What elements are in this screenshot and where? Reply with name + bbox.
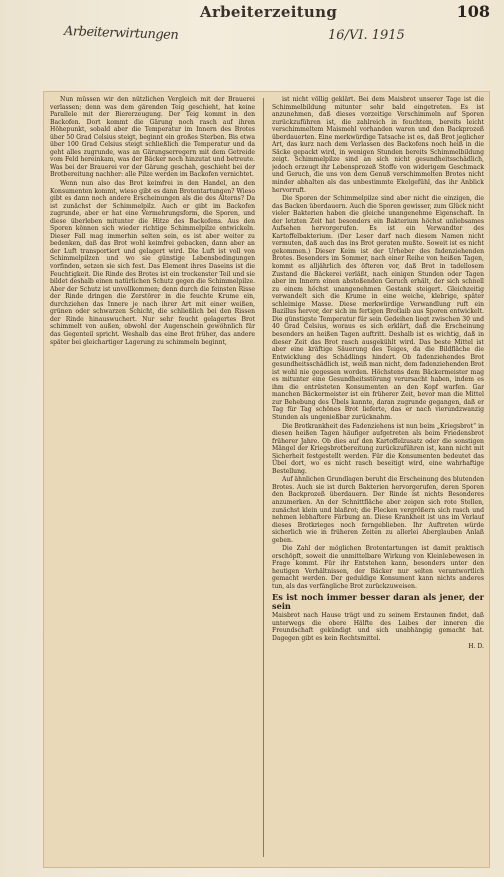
paragraph: Wenn nun also das Brot keimfrei in den Handel, an den Konsumenten kommt, wieso gibt es dann Brotentartungen? Wieso gibt es dann noch andere Erscheinungen als die des Alterns? Da ist zunächst der Schimmelpilz. Auch er gibt im Backofen zugrunde, aber er hat eine Vermehrungsform, die Sporen, und diese überleben mitunter die Hitze des Backofens. Aus den Sporen können sich wieder richtige Schimmelpilze entwickeln. Dieser Fall mag immerhin selten sein, es ist aber weiter zu bedenken, daß das Brot wohl keimfrei gebacken, dann aber an der Luft transportiert und gelagert wird. Die Luft ist voll von Schimmelpilzen und wo sie günstige Lebensbedingungen vorfinden, setzen sie sich fest. Das Element ihres Daseins ist die Feuchtigkeit. Die Rinde des Brotes ist ein trockenster Teil und sie bildet deshalb einen natürlichen Schutz gegen die Schimmelpilze. Aber der Schutz ist unvollkommen; denn durch die feinsten Risse der Rinde dringen die Zerstörer in die feuchte Krume ein, durchziehen das Innere je nach ihrer Art mit einer weißen, grünen oder schwarzen Schicht, die schließlich bei den Rissen der Rinde hinauswuchert. Nur sehr feucht gelagertes Brot schimmelt von außen, obwohl der Augenschein gewöhnlich für das Gegenteil spricht. Weshalb das eine Brot früher, das andere später bei gleichartiger Lagerung zu schimmeln beginnt,	[50, 180, 255, 346]
paragraph: Auf ähnlichen Grundlagen beruht die Erscheinung des blutenden Brotes. Auch sie ist durch Bakterien hervorgerufen, deren Sporen den Backprozeß überdauern. Der Rinde ist nichts Besonderes anzumerken. An der Schnittfläche aber zeigen sich rote Stellen, zunächst klein und blaßrot; die Flecken vergrößern sich rasch und nehmen lebhaftere Färbung an. Diese Krankheit ist uns im Verlauf dieses Brotkrieges noch ferngeblieben. Ihr Auftreten würde sicherlich wie in früheren Zeiten zu allerlei Aberglauben Anlaß geben.	[272, 476, 484, 544]
handwritten-date: 16/VI. 1915	[328, 28, 405, 43]
column-divider	[263, 98, 264, 857]
newspaper-clipping	[44, 92, 489, 867]
emphasized-sentence: Es ist noch immer besser daran als jener, der sein	[272, 591, 484, 612]
handwritten-note: Arbeiterwirtungen	[63, 24, 179, 43]
page-number: 108	[456, 2, 490, 21]
paragraph: ist nicht völlig geklärt. Bei dem Maisbrot unserer Tage ist die Schimmelbildung mitunter sehr bald eingetreten. Es ist anzunehmen, daß dieses vorzeitige Verschimmeln auf Sporen zurückzuführen ist, die zahlreich in feuchtem, bereits leicht verschimmeltem Maismehl vorhanden waren und den Backprozeß überdauerten. Eine merkwürdige Tatsache ist es, daß Brot jeglicher Art, das kurz nach dem Verlassen des Backofens noch heiß in die Säcke gepackt wird, in wenigen Stunden bereits Schimmelbildung zeigt. Schimmelpilze sind an sich nicht gesundheitsschädlich, jedoch erzeugt ihr Lebensprozeß Stoffe von widerigem Geschmack und Geruch, die uns von dem Genuß verschimmelten Brotes nicht minder abhalten als das unbestimmte Ekelgefühl, das ihr Anblick hervorruft.	[272, 96, 484, 194]
paragraph: Die Sporen der Schimmelpilze sind aber nicht die einzigen, die das Backen überdauern. Auch die Sporen gewisser, zum Glück nicht vieler Bakterien haben die gleiche unangenehme Eigenschaft. In der letzten Zeit hat besonders ein Bakterium höchst unliebsames Aufsehen hervorgerufen. Es ist ein Verwandter des Kartoffelbakterium. (Der Leser darf nach diesem Namen nicht vermuten, daß auch das ins Brot geraten mußte. Soweit ist es nicht gekommen.) Dieser Keim ist der Urheber des fadenziehenden Brotes. Besonders im Sommer, nach einer Reihe von heißen Tagen, kommt es alljährlich des öfteren vor, daß Brot in tadellosem Zustand die Bäckerei verläßt, nach einigen Stunden oder Tagen aber im Innern einen abstoßenden Geruch erhält, der sich schnell zu einem höchst unangenehmen Gestank steigert. Gleichzeitig verwandelt sich die Krume in eine weiche, klebrige, später schleimige Masse. Diese merkwürdige Verwandlung ruft ein Bazillus hervor, der sich im fertigen Brotlaib aus Sporen entwickelt. Die günstigste Temperatur für sein Gedeihen liegt zwischen 30 und 40 Grad Celsius, woraus es sich erklärt, daß die Erscheinung besonders an heißen Tagen auftritt. Deshalb ist es wichtig, daß in dieser Zeit das Brot rasch ausgekühlt wird. Das beste Mittel ist aber eine kräftige Säuerung des Teiges, da die Bildfläche die Entwicklung des Schädlings hindert. Ob fadenziehendes Brot gesundheitsschädlich ist, weiß man nicht, dem fadenziehenden Brot ist wohl nie gegessen worden. Höchstens dem Bäckermeister mag es mitunter eine Gesundheitsstörung verursacht haben, indem es ihm die entrüsteten Konsumenten an den Kopf warfen. Gar manchen Bäckermeister ist ein früherer Zeit, bevor man die Mittel zur Behebung des Übels kannte, daran zugrunde gegangen, daß er Tag für Tag schönes Brot lieferte, das er nach vierundzwanzig Stunden als ungenießbar zurücknahm.	[272, 195, 484, 421]
article-column-right	[272, 96, 484, 861]
paragraph: Die Brotkrankheit des Fadenziehens ist nun beim „Kriegsbrot“ in diesen heißen Tagen häufiger aufgetreten als beim Friedensbrot früherer Jahre. Ob dies auf den Kartoffelzusatz oder die sonstigen Mängel der Kriegsbrotbereitung zurückzuführen ist, kann nicht mit Sicherheit festgestellt werden. Für die Konsumenten bedeutet das Übel dort, wo es nicht rasch beseitigt wird, eine wahrhaftige Bestellung.	[272, 422, 484, 475]
article-column-left	[50, 96, 255, 861]
paragraph: Die Zahl der möglichen Brotentartungen ist damit praktisch erschöpft, soweit die unmittelbare Wirkung von Kleinlebewesen in Frage kommt. Für ihr Entstehen kann, besonders unter den heutigen Verhältnissen, der Bäcker nur selten verantwortlich gemacht werden. Der geduldige Konsument kann nichts anderes tun, als das verfängliche Brot zurückzuweisen.	[272, 545, 484, 590]
author-signature: H. D.	[468, 643, 484, 651]
newspaper-title: Arbeiterzeitung	[200, 3, 338, 21]
page-header	[0, 0, 504, 24]
paragraph: Nun müssen wir den nützlichen Vergleich mit der Brauerei verlassen; denn was dem gärenden Teig geschieht, hat keine Parallele mit der Biererzeugung. Der Teig kommt in den Backofen. Dort kommt die Gärung noch rasch auf ihren Höhepunkt, sobald aber die Temperatur im Innern des Brotes über 50 Grad Celsius steigt, beginnt ein großes Sterben. Bis etwa über 100 Grad Celsius steigt schließlich die Temperatur und da geht alles zugrunde, was an Gärungserregern mit dem Getreide vom Feld hereinkam, was der Bäcker noch hinzutat und betreute. Was bei der Brauerei vor der Gärung geschah, geschieht bei der Brotbereitung nachher: alle Pilze werden im Backofen vernichtet.	[50, 96, 255, 179]
paragraph: Maisbrot nach Hause trägt und zu seinem Erstaunen findet, daß unterwegs die obere Hälfte des Laibes der inneren die Freundschaft gekündigt und sich unabhängig gemacht hat. Dagegen gibt es kein Rechtsmittel.	[272, 612, 484, 642]
